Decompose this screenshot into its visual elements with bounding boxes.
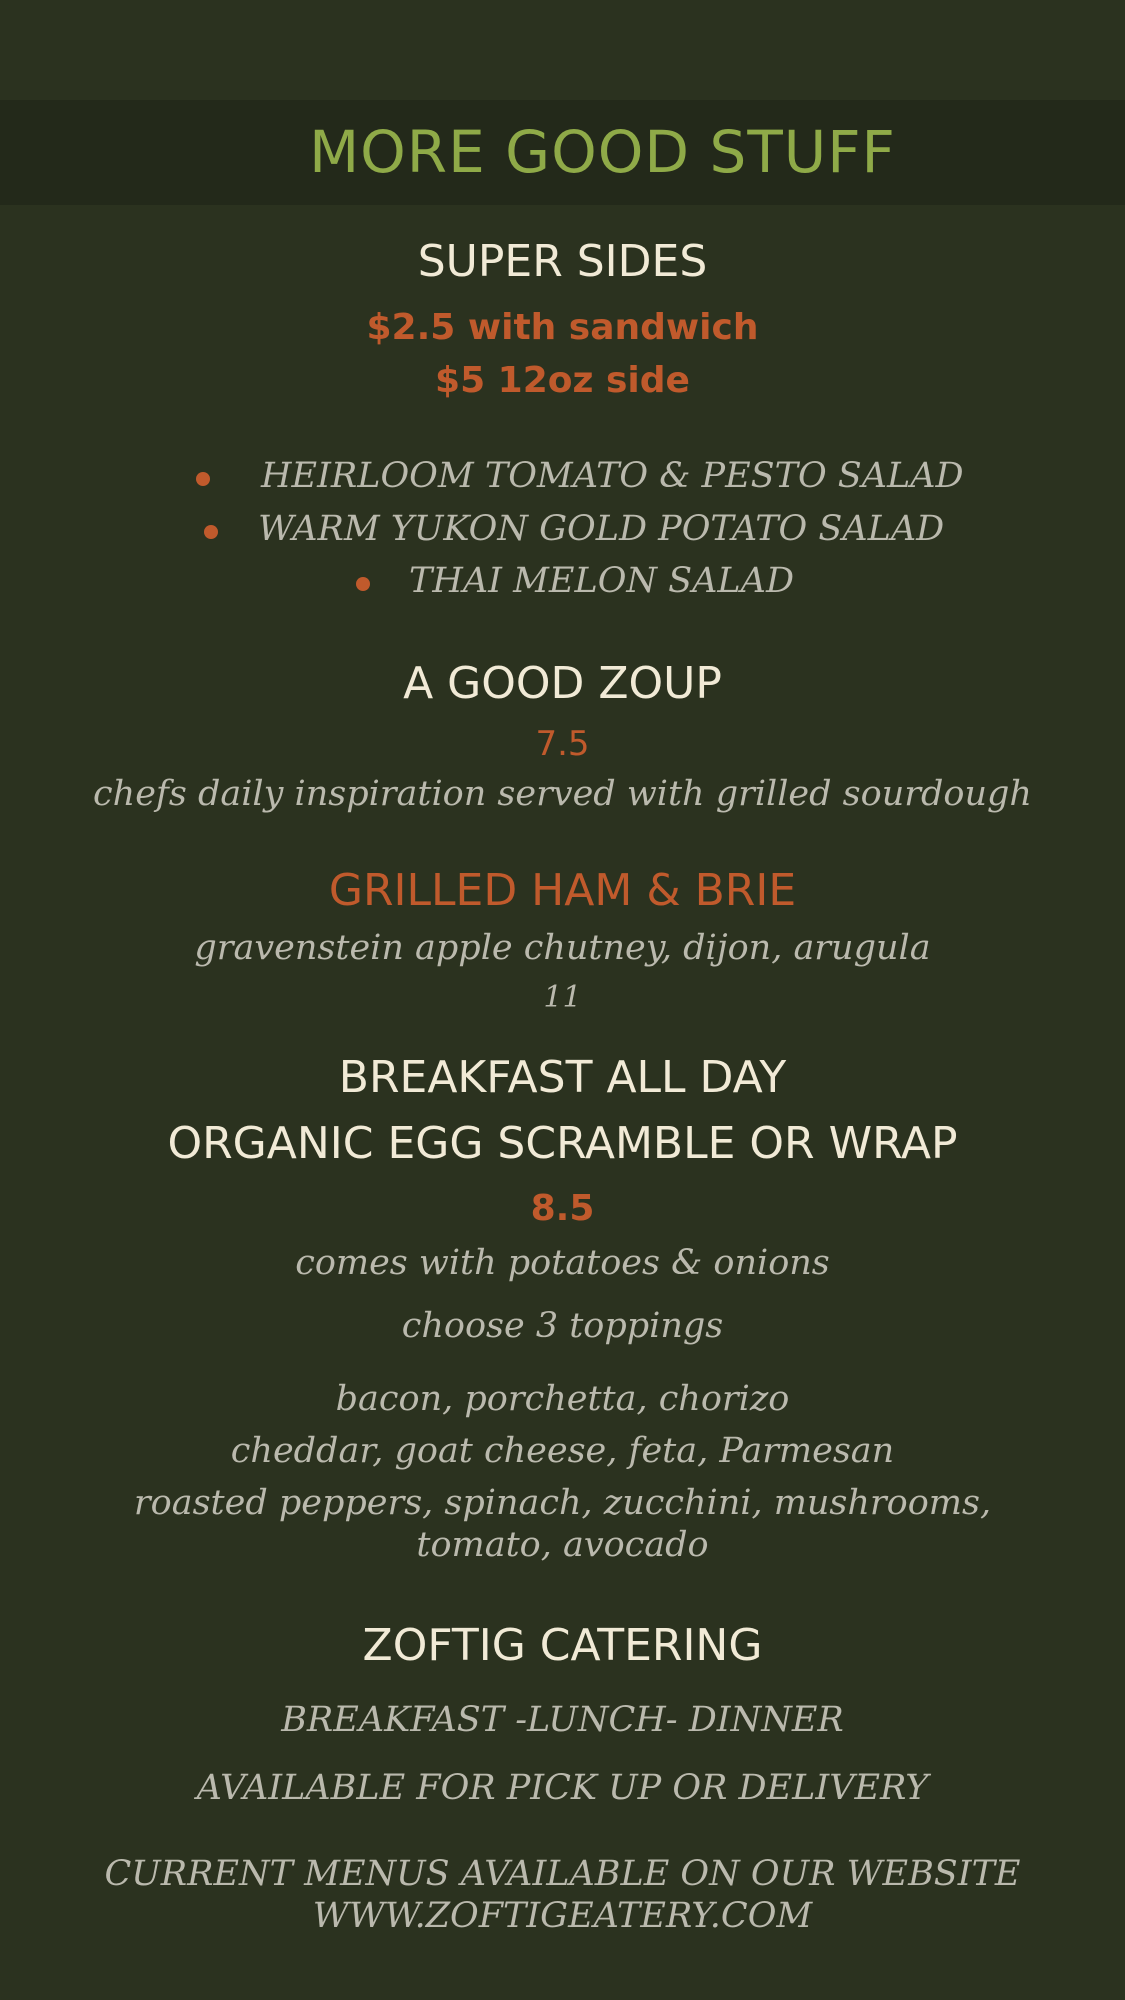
zoup-description: chefs daily inspiration served with grilled sourdough <box>93 774 1032 814</box>
breakfast-note: comes with potatoes & onions <box>295 1243 830 1283</box>
zoup-price: 7.5 <box>535 724 590 764</box>
egg-scramble-heading: ORGANIC EGG SCRAMBLE OR WRAP <box>167 1118 958 1169</box>
breakfast-heading: BREAKFAST ALL DAY <box>338 1052 787 1103</box>
zoup-heading: A GOOD ZOUP <box>403 658 722 709</box>
ham-brie-description: gravenstein apple chutney, dijon, arugula <box>194 928 931 968</box>
bullet-icon <box>196 472 210 486</box>
side-item: WARM YUKON GOLD POTATO SALAD <box>258 509 945 549</box>
super-sides-price-side: $5 12oz side <box>435 360 690 401</box>
catering-menus-line: CURRENT MENUS AVAILABLE ON OUR WEBSITE <box>104 1854 1021 1894</box>
catering-availability: AVAILABLE FOR PICK UP OR DELIVERY <box>196 1768 929 1808</box>
topping-line: tomato, avocado <box>416 1525 709 1565</box>
bullet-icon <box>356 577 370 591</box>
ham-brie-price: 11 <box>543 980 582 1015</box>
breakfast-choose: choose 3 toppings <box>401 1306 724 1346</box>
side-item: HEIRLOOM TOMATO & PESTO SALAD <box>261 456 964 496</box>
topping-line: roasted peppers, spinach, zucchini, mushrooms, <box>133 1483 992 1523</box>
catering-meals: BREAKFAST -LUNCH- DINNER <box>281 1700 844 1740</box>
bullet-icon <box>204 525 218 539</box>
side-item: THAI MELON SALAD <box>409 561 794 601</box>
topping-line: cheddar, goat cheese, feta, Parmesan <box>230 1431 895 1471</box>
breakfast-price: 8.5 <box>530 1188 595 1229</box>
page-title: MORE GOOD STUFF <box>309 118 896 186</box>
topping-line: bacon, porchetta, chorizo <box>335 1379 790 1419</box>
catering-website: WWW.ZOFTIGEATERY.COM <box>312 1896 813 1936</box>
ham-brie-heading: GRILLED HAM & BRIE <box>328 865 797 916</box>
catering-heading: ZOFTIG CATERING <box>362 1620 763 1671</box>
super-sides-price-with-sandwich: $2.5 with sandwich <box>366 307 759 348</box>
super-sides-heading: SUPER SIDES <box>417 236 708 287</box>
